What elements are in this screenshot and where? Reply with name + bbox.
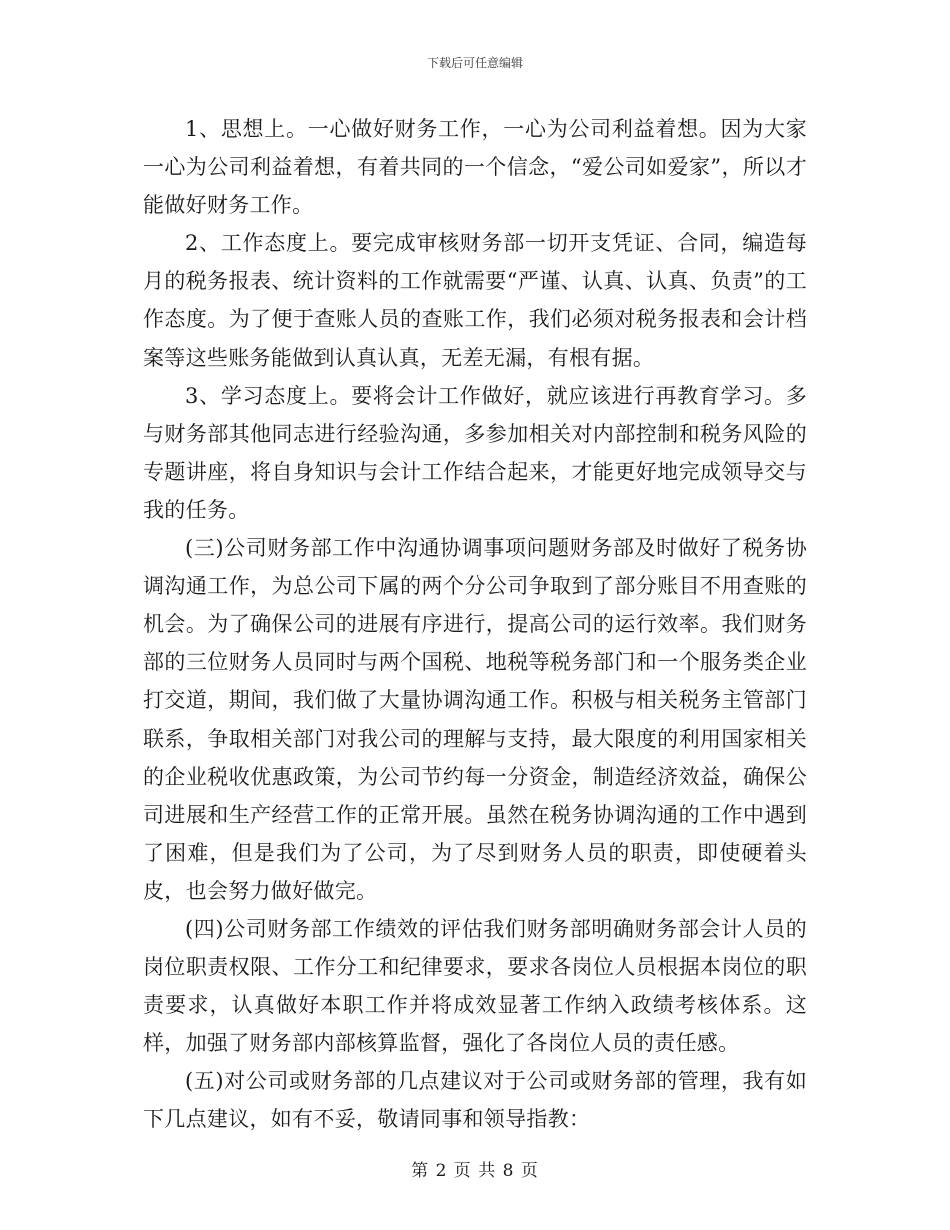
document-body bbox=[143, 110, 807, 1139]
paragraph-work-attitude: 2、工作态度上。要完成审核财务部一切开支凭证、合同，编造每月的税务报表、统计资料的工作就需要“严谨、认真、认真、负责”的工作态度。为了便于查账人员的查账工作，我们必须对税务报表和会计档案等这些账务能做到认真认真，无差无漏，有根有据。 bbox=[143, 231, 807, 370]
page-header: 下载后可任意编辑 bbox=[426, 56, 523, 70]
paragraph-thought: 1、思想上。一心做好财务工作，一心为公司利益着想。因为大家一心为公司利益着想，有着共同的一个信念，“爱公司如爱家”，所以才能做好财务工作。 bbox=[143, 117, 807, 218]
paragraph-study-attitude: 3、学习态度上。要将会计工作做好，就应该进行再教育学习。多与财务部其他同志进行经验沟通，多参加相关对内部控制和税务风险的专题讲座，将自身知识与会计工作结合起来，才能更好地完成领导交与我的任务。 bbox=[143, 383, 807, 522]
paragraph-section-five: (五)对公司或财务部的几点建议对于公司或财务部的管理，我有如下几点建议，如有不妥，敬请同事和领导指教： bbox=[143, 1069, 807, 1132]
paragraph-section-three: (三)公司财务部工作中沟通协调事项问题财务部及时做好了税务协调沟通工作，为总公司下属的两个分公司争取到了部分账目不用查账的机会。为了确保公司的进展有序进行，提高公司的运行效率。我们财务部的三位财务人员同时与两个国税、地税等税务部门和一个服务类企业打交道，期间，我们做了大量协调沟通工作。积极与相关税务主管部门联系，争取相关部门对我公司的理解与支持，最大限度的利用国家相关的企业税收优惠政策，为公司节约每一分资金，制造经济效益，确保公司进展和生产经营工作的正常开展。虽然在税务协调沟通的工作中遇到了困难，但是我们为了公司，为了尽到财务人员的职责，即使硬着头皮，也会努力做好做完。 bbox=[143, 536, 807, 903]
paragraph-section-four: (四)公司财务部工作绩效的评估我们财务部明确财务部会计人员的岗位职责权限、工作分工和纪律要求，要求各岗位人员根据本岗位的职责要求，认真做好本职工作并将成效显著工作纳入政绩考核体系。这样，加强了财务部内部核算监督，强化了各岗位人员的责任感。 bbox=[143, 916, 807, 1056]
page-number-footer: 第 2 页 共 8 页 bbox=[411, 1161, 539, 1181]
